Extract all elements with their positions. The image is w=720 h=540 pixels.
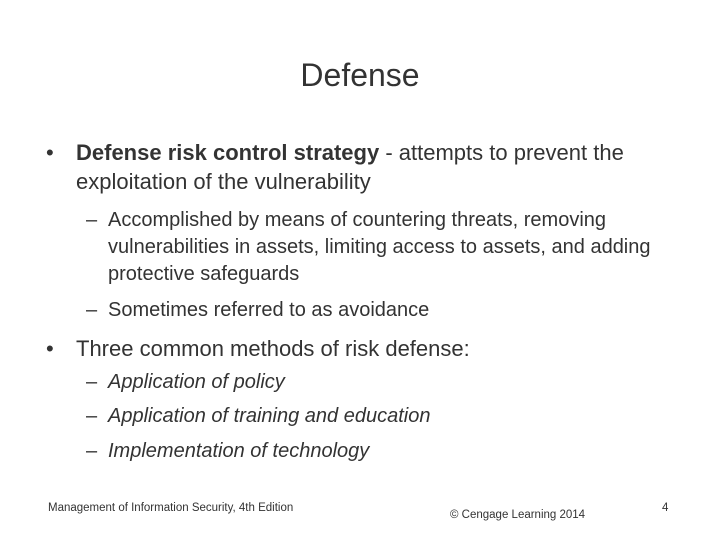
sub-bullet-avoidance <box>86 297 686 324</box>
sub-bullet-technology <box>86 438 686 465</box>
bullet-three-methods <box>46 334 686 363</box>
slide-title: Defense <box>300 57 420 93</box>
bullet-text <box>76 138 686 196</box>
sub-bullet-training <box>86 403 686 430</box>
bullet-defense-strategy <box>46 138 686 196</box>
bullet-bold-term: Defense risk control strategy <box>76 140 380 165</box>
bullet-marker: • <box>46 140 54 165</box>
bullet-text: Three common methods of risk defense: <box>76 336 470 361</box>
sub-bullet-policy <box>86 369 686 396</box>
footer-copyright: © Cengage Learning 2014 <box>450 509 586 521</box>
bullet-marker: • <box>46 336 54 361</box>
sub-bullet-marker: – <box>86 209 98 231</box>
sub-bullet-text: Sometimes referred to as avoidance <box>108 299 430 321</box>
bullet-description: - attempts to prevent the exploitation of the vulnerability <box>76 140 624 194</box>
footer-page-number: 4 <box>662 502 669 514</box>
sub-bullet-marker: – <box>86 440 98 462</box>
sub-bullet-marker: – <box>86 299 98 321</box>
sub-bullet-marker: – <box>86 405 98 427</box>
sub-bullet-text: Application of training and education <box>108 405 431 427</box>
sub-bullet-text: Implementation of technology <box>108 440 370 462</box>
sub-bullet-marker: – <box>86 371 98 393</box>
sub-bullet-accomplished <box>86 207 686 288</box>
footer-book-title: Management of Information Security, 4th Edition <box>48 502 294 514</box>
sub-bullet-text: Accomplished by means of countering threats, removing vulnerabilities in assets, limiting access to assets, and adding protective safeguards <box>108 209 651 285</box>
sub-bullet-text: Application of policy <box>108 371 285 393</box>
